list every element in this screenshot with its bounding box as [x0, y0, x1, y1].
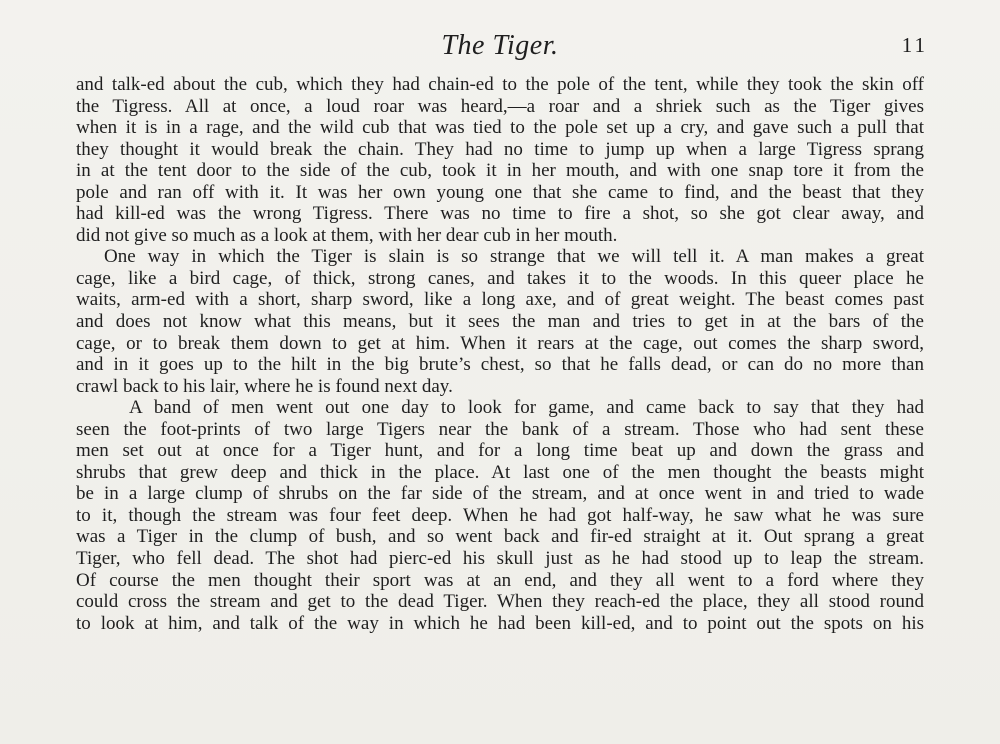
text-line: cage, like a bird cage, of thick, strong canes, and takes it to the woods. In this queer place he [76, 267, 924, 289]
running-title: The Tiger. [441, 30, 559, 61]
text-line: seen the foot-prints of two large Tigers near the bank of a stream. Those who had sent these [76, 418, 924, 440]
text-line: be in a large clump of shrubs on the far side of the stream, and at once went in and tried to wade [76, 483, 924, 505]
page-number: 11 [901, 33, 928, 57]
text-line: waits, arm-ed with a short, sharp sword, like a long axe, and of great weight. The beast comes past [76, 289, 924, 311]
text-line: and in it goes up to the hilt in the big brute’s chest, so that he falls dead, or can do no more than [76, 354, 924, 376]
text-line: One way in which the Tiger is slain is so strange that we will tell it. A man makes a great [104, 246, 924, 268]
text-line: and talk-ed about the cub, which they had chain-ed to the pole of the tent, while they took the skin off [76, 74, 924, 95]
text-line: they thought it would break the chain. They had no time to jump up when a large Tigress sprang [76, 138, 924, 160]
text-line: to look at him, and talk of the way in which he had been kill-ed, and to point out the spots on his [76, 612, 924, 634]
text-line: was a Tiger in the clump of bush, and so went back and fir-ed straight at it. Out sprang a great [76, 526, 924, 548]
text-line: crawl back to his lair, where he is found next day. [76, 375, 453, 397]
text-line: had kill-ed was the wrong Tigress. There was no time to fire a shot, so she got clear away, and [76, 203, 924, 225]
text-line: Tiger, who fell dead. The shot had pierc-ed his skull just as he had stood up to leap the stream. [76, 548, 924, 570]
text-line: the Tigress. All at once, a loud roar was heard,—a roar and a shriek such as the Tiger gives [76, 95, 924, 117]
text-line: cage, or to break them down to get at him. When it rears at the cage, out comes the sharp sword, [76, 332, 924, 354]
text-line: in at the tent door to the side of the cub, took it in her mouth, and with one snap tore it from the [76, 160, 924, 182]
text-line: could cross the stream and get to the dead Tiger. When they reach-ed the place, they all stood round [76, 591, 924, 613]
text-line: when it is in a rage, and the wild cub that was tied to the pole set up a cry, and gave such a pull that [76, 117, 924, 139]
text-line: A band of men went out one day to look for game, and came back to say that they had [129, 397, 924, 419]
text-line: and does not know what this means, but it sees the man and tries to get in at the bars of the [76, 311, 924, 333]
text-line: pole and ran off with it. It was her own young one that she came to find, and the beast that they [76, 181, 924, 203]
text-line: to it, though the stream was four feet deep. When he had got half-way, he saw what he was sure [76, 504, 924, 526]
text-line: shrubs that grew deep and thick in the place. At last one of the men thought the beasts might [76, 461, 924, 483]
body-text [76, 74, 924, 634]
text-line: men set out at once for a Tiger hunt, and for a long time beat up and down the grass and [76, 440, 924, 462]
text-line: Of course the men thought their sport was at an end, and they all went to a ford where they [76, 569, 924, 591]
text-line: did not give so much as a look at them, with her dear cub in her mouth. [76, 224, 618, 246]
